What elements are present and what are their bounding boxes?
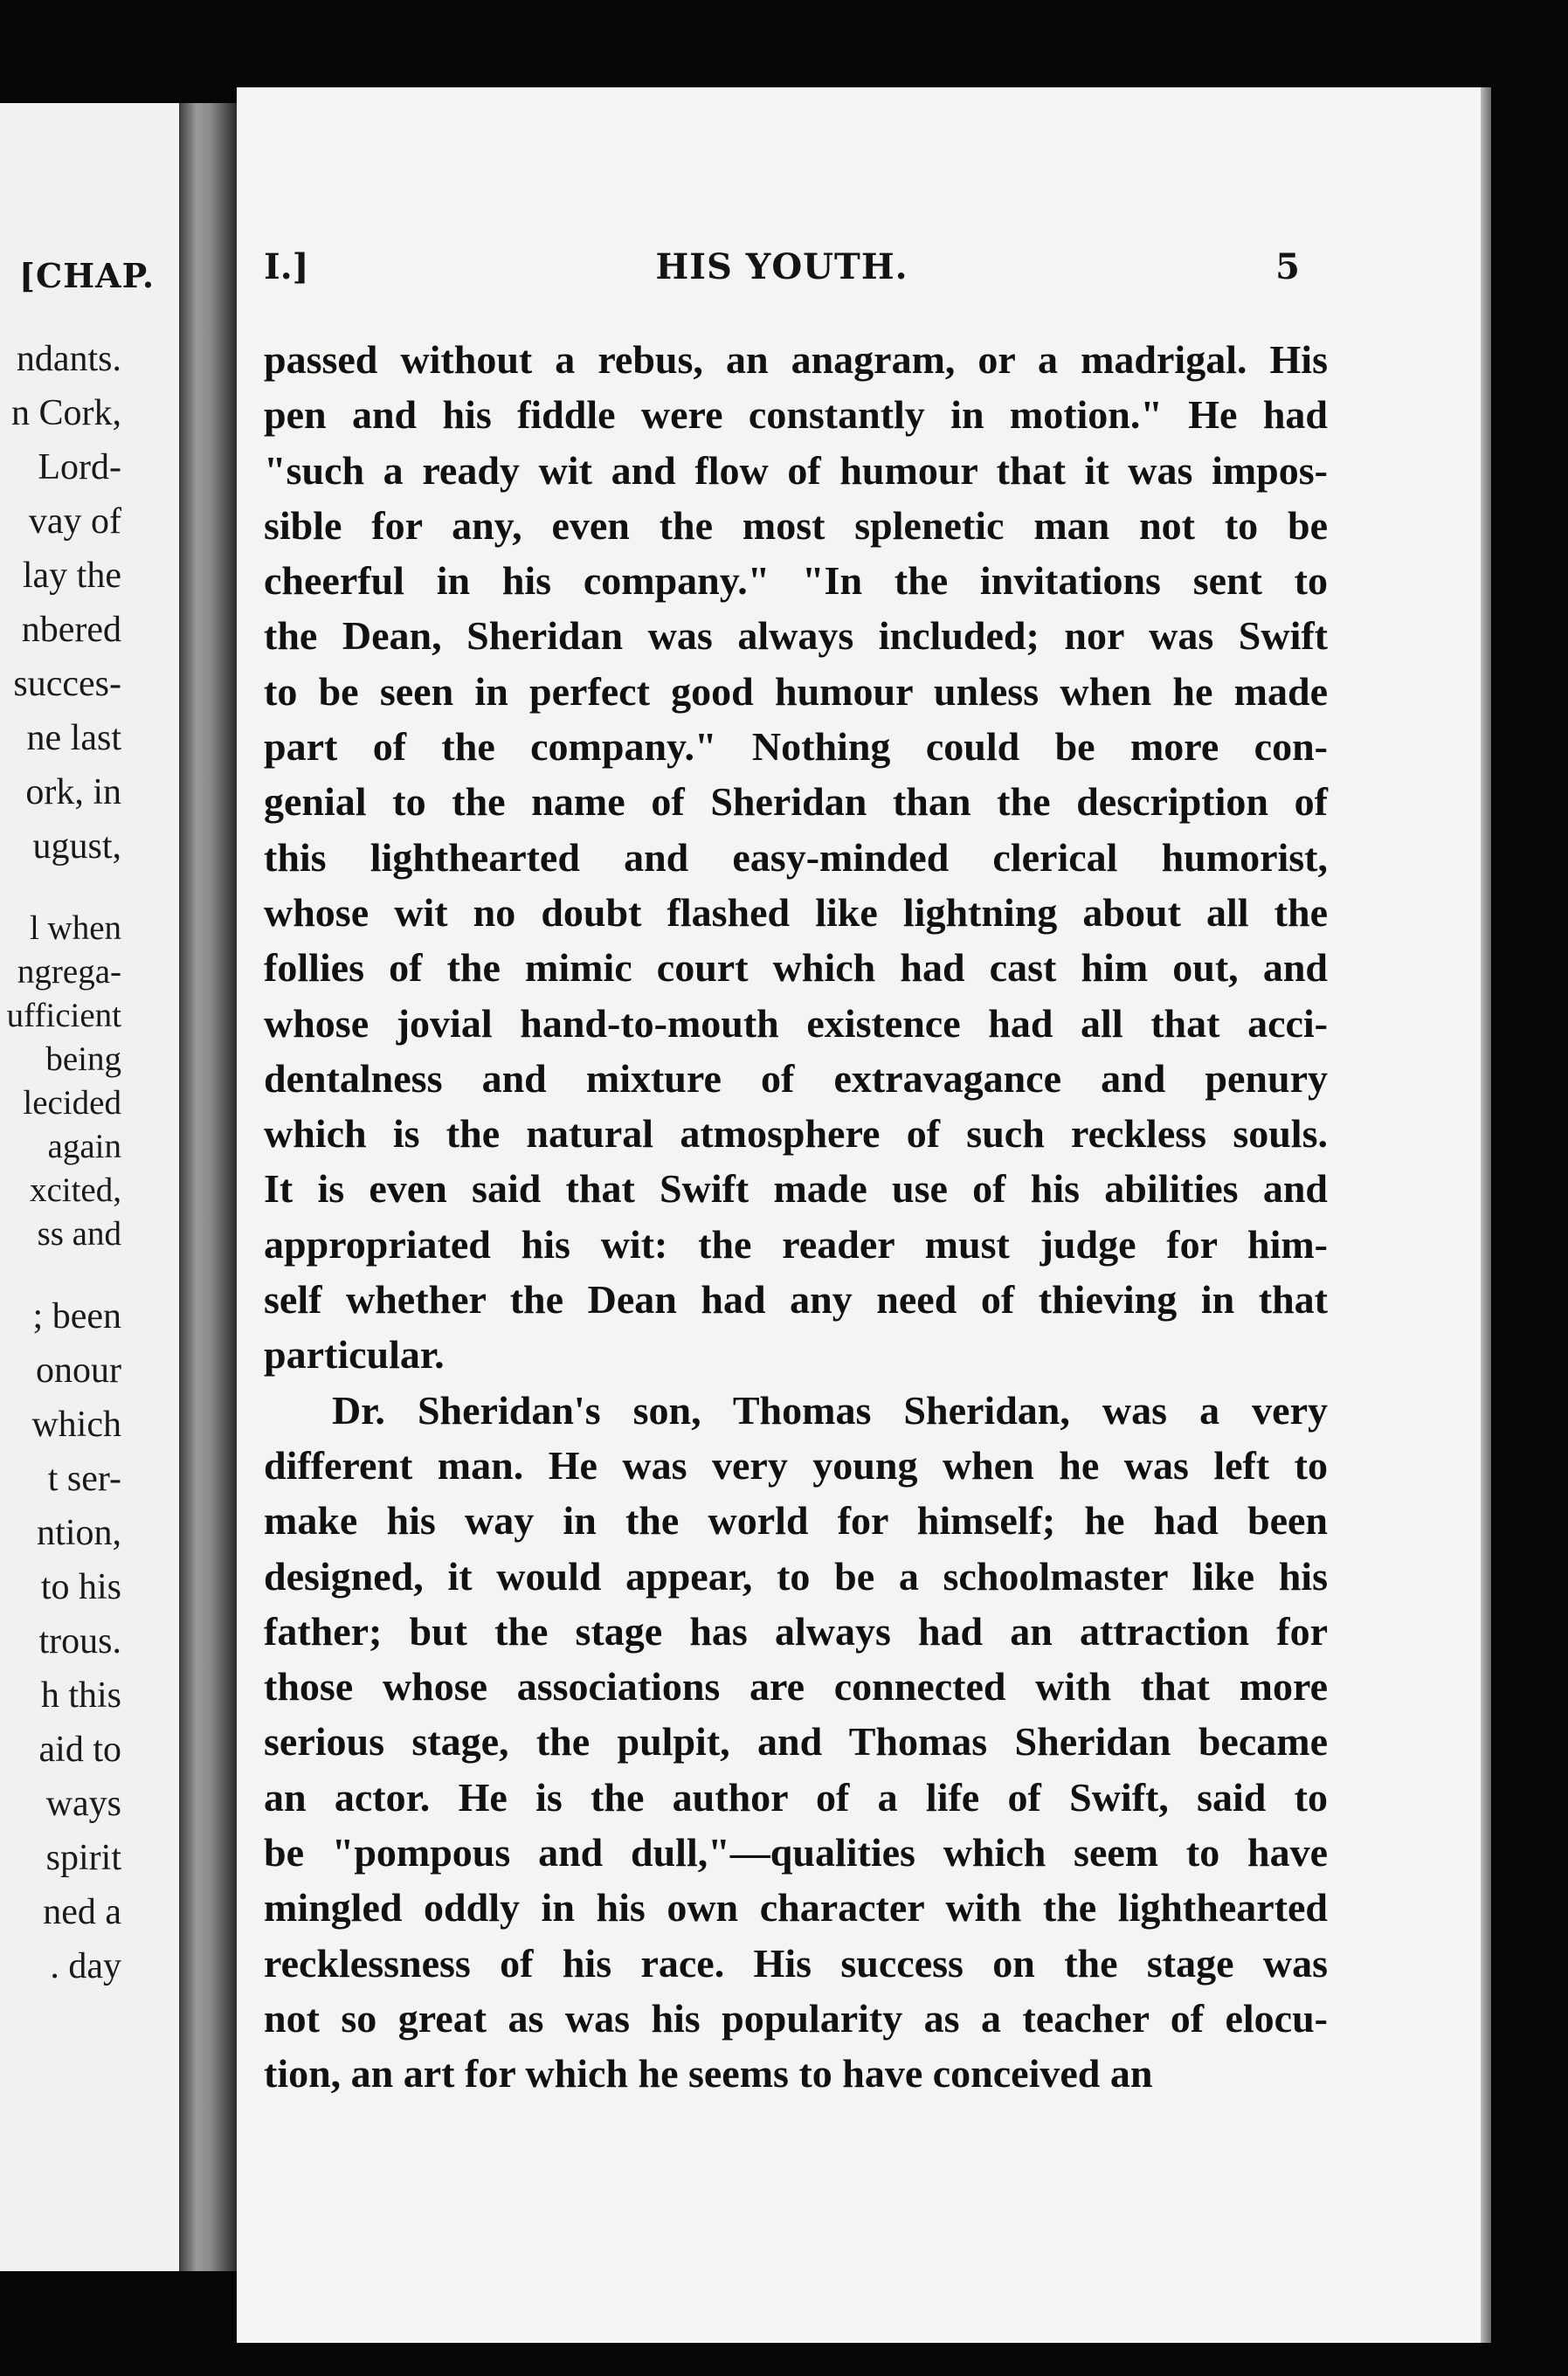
text-line: which is the natural atmosphere of such reckless souls. [264,1111,1328,1157]
left-line: n Cork, [11,393,121,433]
left-line: ned a [43,1892,121,1932]
left-line: which [31,1405,121,1445]
left-line: ; been [32,1296,121,1336]
body-text [264,332,1328,2102]
text-line: cheerful in his company." "In the invitations sent to [264,558,1328,604]
page-number: 5 [1275,246,1300,287]
text-line: It is even said that Swift made use of his abilities and [264,1166,1328,1212]
left-line: onour [36,1350,121,1391]
left-line: ne last [26,718,121,758]
left-line: ugust, [32,826,121,867]
left-page-header: [CHAP. [19,256,155,295]
left-line: spirit [45,1838,121,1878]
left-line: lay the [22,556,121,596]
text-line: whose wit no doubt flashed like lightning about all the [264,889,1328,935]
left-line: lecided [23,1084,121,1122]
text-line: part of the company." Nothing could be more con- [264,724,1328,770]
text-line: particular. [264,1332,445,1378]
text-line: be "pompous and dull,"—qualities which seem to have [264,1830,1328,1875]
left-line: ways [45,1784,121,1824]
text-line: passed without a rebus, an anagram, or a madrigal. His [264,337,1328,382]
left-line: again [47,1128,121,1165]
text-line: dentalness and mixture of extravagance and penury [264,1055,1328,1101]
text-line: make his way in the world for himself; he had been [264,1498,1328,1544]
left-line: ork, in [25,772,121,812]
left-line: h this [40,1675,121,1716]
paragraph-2 [264,1383,1328,2102]
left-line: succes- [13,664,121,704]
text-line: designed, it would appear, to be a schoolmaster like his [264,1553,1328,1599]
page-title: HIS YOUTH. [655,246,908,287]
left-line: . day [50,1946,121,1986]
left-line: being [45,1040,121,1078]
left-facing-page [0,103,179,2271]
text-line: not so great as was his popularity as a teacher of elocu- [264,1995,1328,2041]
left-line: t ser- [47,1459,121,1499]
left-line: nbered [21,610,121,650]
text-line: tion, an art for which he seems to have conceived an [264,2051,1153,2096]
left-page-text [7,332,121,1993]
left-line: aid to [38,1730,121,1770]
text-line: Dr. Sheridan's son, Thomas Sheridan, was a very [332,1387,1328,1433]
text-line: recklessness of his race. His success on the stage was [264,1940,1328,1986]
text-line: appropriated his wit: the reader must judge for him- [264,1221,1328,1267]
left-line: ngrega- [17,953,121,991]
text-line: "such a ready wit and flow of humour that it was impos- [264,447,1328,493]
text-line: follies of the mimic court which had cast him out, and [264,945,1328,991]
left-line: ss and [37,1215,121,1253]
book-gutter [179,103,237,2271]
text-line: self whether the Dean had any need of thieving in that [264,1277,1328,1323]
line-gap [7,874,121,907]
text-line: sible for any, even the most splenetic man not to be [264,502,1328,548]
text-line: the Dean, Sheridan was always included; nor was Swift [264,613,1328,659]
text-line: father; but the stage has always had an attraction for [264,1608,1328,1654]
line-gap [7,1256,121,1289]
left-line: xcited, [29,1171,121,1209]
left-line: ufficient [6,997,121,1034]
left-line: vay of [28,501,121,542]
left-line: ntion, [37,1513,121,1553]
left-line: ndants. [16,339,121,379]
text-line: this lighthearted and easy-minded clerical humorist, [264,834,1328,880]
chapter-marker: I.] [264,246,309,287]
page-edge [1481,87,1491,2343]
running-head [264,246,1300,299]
text-line: serious stage, the pulpit, and Thomas Sheridan became [264,1719,1328,1765]
left-line: trous. [38,1621,121,1661]
text-line: genial to the name of Sheridan than the description of [264,779,1328,825]
text-line: whose jovial hand-to-mouth existence had all that acci- [264,1000,1328,1046]
text-line: different man. He was very young when he was left to [264,1442,1328,1488]
paragraph-1 [264,332,1328,1383]
text-line: mingled oddly in his own character with the lighthearted [264,1885,1328,1930]
text-line: pen and his fiddle were constantly in motion." He had [264,392,1328,438]
left-line: to his [40,1567,121,1607]
text-line: to be seen in perfect good humour unless when he made [264,668,1328,714]
left-line: Lord- [38,447,121,487]
text-line: those whose associations are connected with that more [264,1664,1328,1709]
left-line: l when [29,909,121,947]
text-line: an actor. He is the author of a life of Swift, said to [264,1774,1328,1820]
